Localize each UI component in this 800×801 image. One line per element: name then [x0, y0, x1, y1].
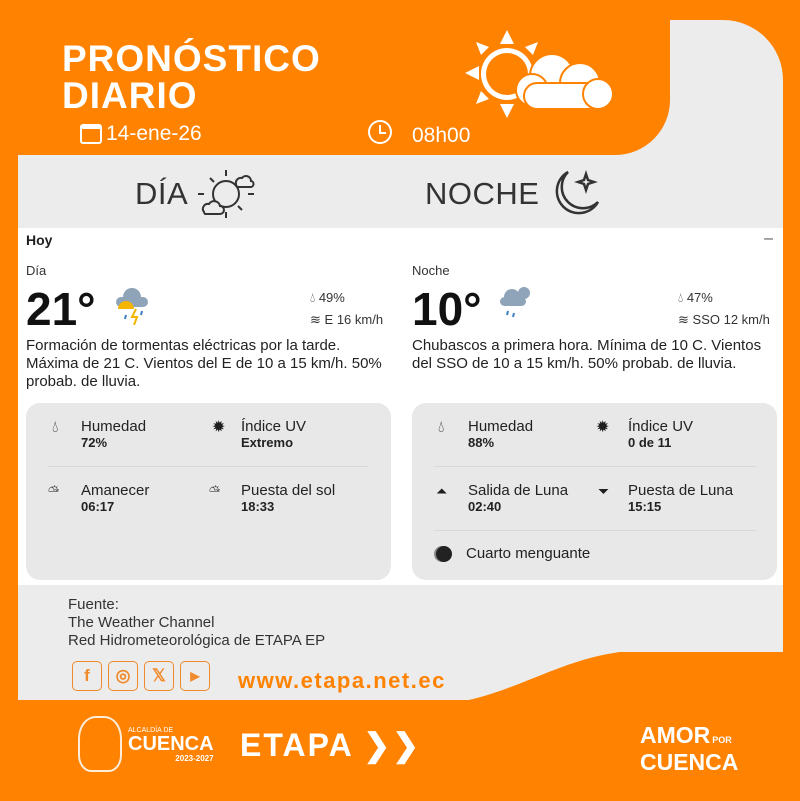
instagram-icon[interactable]: ◎	[108, 661, 138, 691]
etapa-logo: ETAPA ❯❯	[240, 727, 422, 763]
section-day: DÍA	[135, 176, 189, 211]
uv-icon: ✹	[212, 419, 226, 436]
moon-phase: Cuarto menguante	[466, 545, 591, 562]
detail-label: Humedad	[81, 418, 147, 435]
partly-cloudy-day-icon	[196, 166, 258, 222]
moon-phase-icon	[436, 546, 452, 562]
detail-label: Salida de Luna	[468, 482, 569, 499]
night-precip: 💧︎ 47%	[678, 290, 713, 305]
detail-value: 15:15	[628, 499, 662, 514]
detail-label: Humedad	[468, 418, 534, 435]
thunderstorm-icon	[106, 285, 150, 325]
detail-value: Extremo	[241, 435, 294, 450]
section-night: NOCHE	[425, 176, 540, 211]
day-description: Formación de tormentas eléctricas por la tarde. Máxima de 21 C. Vientos del E de 10 a 15 km/h. 50% probab. de lluvia.	[26, 337, 382, 390]
moonset-icon: ⏷	[598, 483, 610, 499]
detail-label: Amanecer	[81, 482, 150, 499]
detail-value: 72%	[81, 435, 108, 450]
forecast-date: 14-ene-26	[106, 122, 202, 145]
night-label: Noche	[412, 263, 450, 278]
clock-icon	[368, 120, 392, 144]
detail-label: Índice UV	[241, 418, 307, 435]
sun-cloud-icon	[462, 28, 617, 123]
humidity-icon: 💧︎	[52, 419, 59, 436]
alcaldia-cuenca-logo: ALCALDÍA DE CUENCA 2023-2027	[128, 727, 214, 763]
facebook-icon[interactable]: f	[72, 661, 102, 691]
night-description: Chubascos a primera hora. Mínima de 10 C. Vientos del SSO de 10 a 15 km/h. 50% probab. de lluvia.	[412, 337, 762, 372]
forecast-time: 08h00	[412, 124, 471, 147]
detail-value: 02:40	[468, 499, 502, 514]
website-link[interactable]: www.etapa.net.ec	[238, 668, 446, 693]
day-label: Día	[26, 263, 47, 278]
divider	[434, 466, 756, 467]
drop-icon: 💧︎	[310, 290, 316, 305]
source-info	[68, 596, 325, 650]
day-details-panel	[26, 403, 391, 580]
day-temperature: 21°	[26, 283, 96, 335]
wind-icon: ≋	[310, 312, 321, 327]
cuenca-crest-logo	[78, 716, 122, 772]
collapse-button[interactable]: –	[764, 230, 773, 247]
night-temperature: 10°	[412, 283, 482, 335]
moonrise-icon: ⏶	[436, 483, 448, 499]
page-title: PRONÓSTICO DIARIO	[62, 38, 321, 116]
drop-icon: 💧︎	[678, 290, 684, 305]
night-details-panel	[412, 403, 777, 580]
uv-icon: ✹	[596, 419, 610, 436]
forecast-card	[18, 228, 783, 585]
day-precip: 💧︎ 49%	[310, 290, 345, 305]
x-icon[interactable]: 𝕏	[144, 661, 174, 691]
detail-label: Puesta del sol	[241, 482, 336, 499]
wind-icon: ≋	[678, 312, 689, 327]
day-wind: ≋ E 16 km/h	[310, 312, 384, 327]
detail-value: 18:33	[241, 499, 275, 514]
night-showers-icon	[496, 285, 536, 321]
moon-star-icon	[548, 166, 604, 220]
card-heading: Hoy	[26, 232, 53, 248]
detail-label: Puesta de Luna	[628, 482, 734, 499]
divider	[48, 466, 368, 467]
humidity-icon: 💧︎	[438, 419, 445, 436]
calendar-icon	[80, 124, 102, 144]
night-wind: ≋ SSO 12 km/h	[678, 312, 770, 327]
social-links	[72, 661, 210, 691]
source-line: Red Hidrometeorológica de ETAPA EP	[68, 632, 326, 649]
sunset-icon: ⛅︎	[209, 483, 221, 499]
detail-value: 06:17	[81, 499, 115, 514]
detail-value: 0 de 11	[628, 435, 672, 450]
source-line: The Weather Channel	[68, 614, 215, 631]
sunrise-icon: ⛅︎	[48, 483, 60, 499]
source-label: Fuente:	[68, 596, 119, 613]
amor-por-cuenca-logo: AMOR POR CUENCA	[640, 722, 739, 775]
youtube-icon[interactable]: ▶	[180, 661, 210, 691]
detail-label: Índice UV	[628, 418, 694, 435]
divider	[434, 530, 756, 531]
detail-value: 88%	[468, 435, 495, 450]
